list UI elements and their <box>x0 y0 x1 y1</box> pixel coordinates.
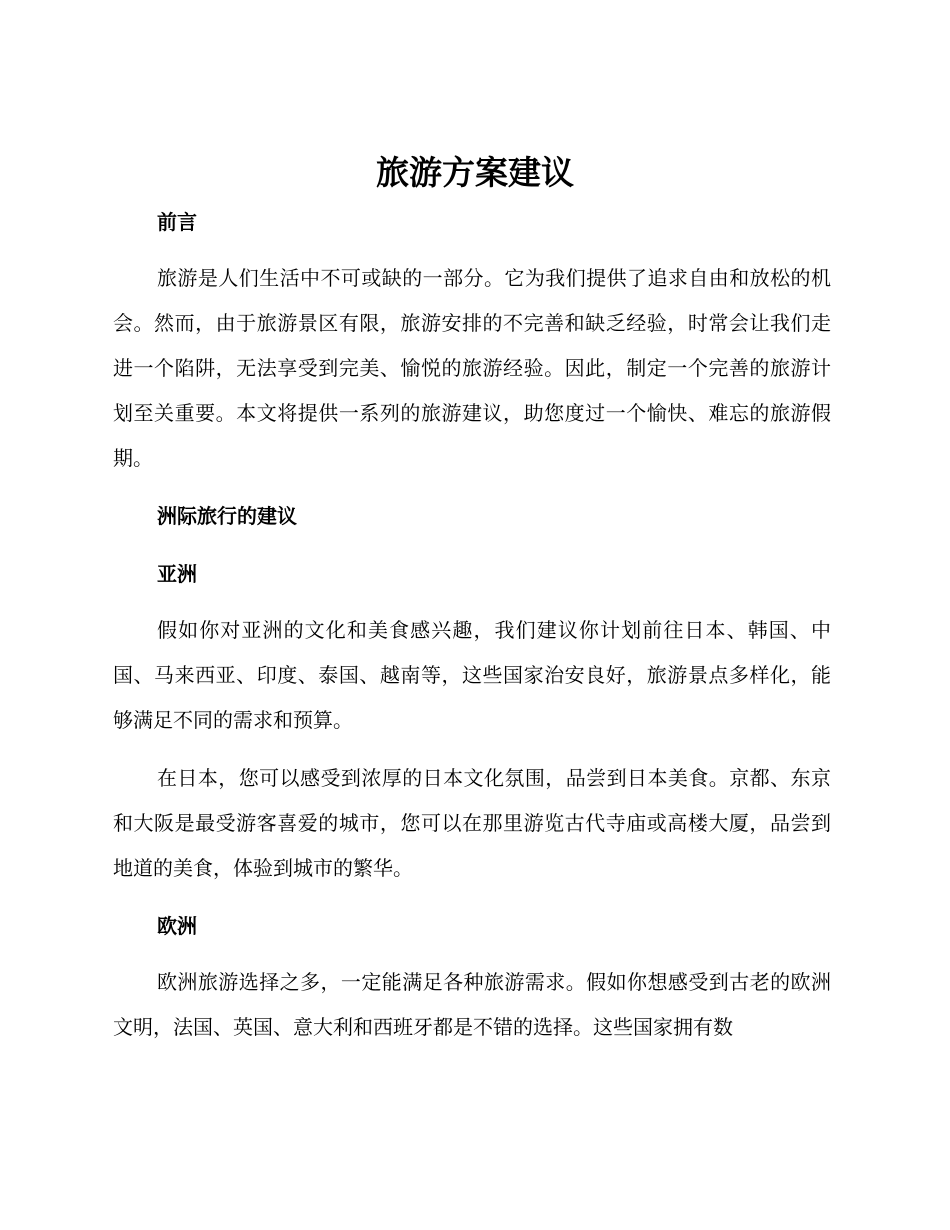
section-heading-asia: 亚洲 <box>157 562 197 586</box>
page-title: 旅游方案建议 <box>376 153 574 192</box>
section-heading-preface: 前言 <box>157 210 197 234</box>
section-heading-europe: 欧洲 <box>157 914 197 938</box>
section-heading-intercontinental: 洲际旅行的建议 <box>157 504 297 528</box>
paragraph-europe-1: 欧洲旅游选择之多，一定能满足各种旅游需求。假如你想感受到古老的欧洲文明，法国、英国、意大利和西班牙都是不错的选择。这些国家拥有数 <box>113 970 831 1039</box>
paragraph-asia-1: 假如你对亚洲的文化和美食感兴趣，我们建议你计划前往日本、韩国、中国、马来西亚、印度、泰国、越南等，这些国家治安良好，旅游景点多样化，能够满足不同的需求和预算。 <box>113 618 831 732</box>
paragraph-asia-2: 在日本，您可以感受到浓厚的日本文化氛围，品尝到日本美食。京都、东京和大阪是最受游客喜爱的城市，您可以在那里游览古代寺庙或高楼大厦，品尝到地道的美食，体验到城市的繁华。 <box>113 766 831 880</box>
paragraph-preface: 旅游是人们生活中不可或缺的一部分。它为我们提供了追求自由和放松的机会。然而，由于旅游景区有限，旅游安排的不完善和缺乏经验，时常会让我们走进一个陷阱，无法享受到完美、愉悦的旅游经验。因此，制定一个完善的旅游计划至关重要。本文将提供一系列的旅游建议，助您度过一个愉快、难忘的旅游假期。 <box>113 266 831 470</box>
